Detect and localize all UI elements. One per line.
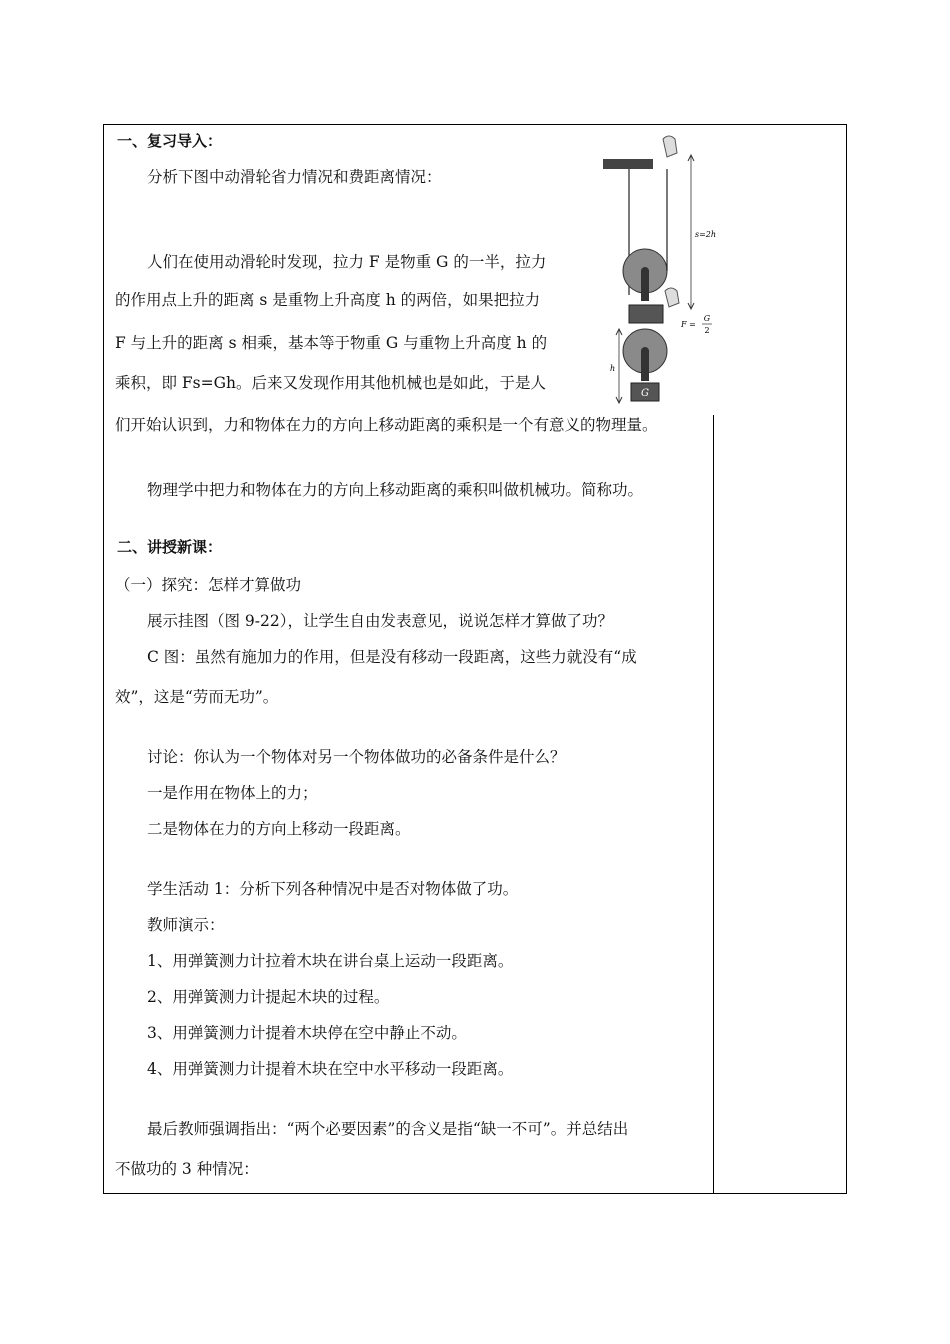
force-label: F = [681, 320, 696, 329]
demo-item: 2、用弹簧测力计提起木块的过程。 [147, 988, 390, 1006]
weight-label: G [641, 388, 649, 399]
h-label: h [610, 364, 616, 373]
discussion-question: 讨论：你认为一个物体对另一个物体做功的必备条件是什么？ [147, 748, 566, 766]
definition-paragraph: 物理学中把力和物体在力的方向上移动距离的乘积叫做机械功。简称功。 [147, 481, 644, 499]
text-line: 展示挂图（图 9-22），让学生自由发表意见，说说怎样才算做了功？ [147, 612, 614, 630]
fraction-denominator: 2 [704, 326, 710, 335]
demo-item: 1、用弹簧测力计拉着木块在讲台桌上运动一段距离。 [147, 952, 514, 970]
text-line: C 图：虽然有施加力的作用，但是没有移动一段距离，这些力就没有“成 [147, 648, 637, 666]
summary-line: 最后教师强调指出：“两个必要因素”的含义是指“缺一不可”。并总结出 [147, 1120, 629, 1138]
condition-one: 一是作用在物体上的力； [147, 784, 318, 802]
pulley-bracket [641, 351, 649, 381]
paragraph-line: F 与上升的距离 s 相乘，基本等于物重 G 与重物上升高度 h 的 [115, 334, 548, 352]
pulley-bracket [641, 271, 649, 301]
hand-top-icon [663, 136, 677, 157]
s-label: s=2h [695, 230, 717, 239]
hand-bottom-icon [665, 288, 679, 307]
summary-line: 不做功的 3 种情况： [115, 1160, 259, 1178]
lesson-table [103, 124, 847, 1194]
text-line: 效”，这是“劳而无功”。 [115, 688, 279, 706]
student-activity: 学生活动 1：分析下列各种情况中是否对物体做了功。 [147, 880, 519, 898]
main-content-cell [115, 125, 717, 1193]
paragraph-line: 的作用点上升的距离 s 是重物上升高度 h 的两倍，如果把拉力 [115, 291, 541, 309]
demo-item: 3、用弹簧测力计提着木块停在空中静止不动。 [147, 1024, 467, 1042]
section1-intro: 分析下图中动滑轮省力情况和费距离情况： [147, 168, 442, 186]
section2-heading: 二、讲授新课： [117, 538, 223, 556]
paragraph-line: 人们在使用动滑轮时发现，拉力 F 是物重 G 的一半，拉力 [147, 253, 547, 271]
middle-block [629, 305, 663, 323]
teacher-demo-label: 教师演示： [147, 916, 225, 934]
paragraph-line: 乘积，即 Fs=Gh。后来又发现作用其他机械也是如此，于是人 [115, 374, 546, 392]
paragraph-line: 们开始认识到，力和物体在力的方向上移动距离的乘积是一个有意义的物理量。 [115, 416, 658, 434]
subsection-title: （一）探究：怎样才算做功 [115, 576, 302, 594]
section1-heading: 一、复习导入： [117, 132, 223, 150]
pulley-diagram [599, 125, 723, 415]
demo-item: 4、用弹簧测力计提着木块在空中水平移动一段距离。 [147, 1060, 514, 1078]
condition-two: 二是物体在力的方向上移动一段距离。 [147, 820, 411, 838]
fraction-numerator: G [703, 314, 711, 323]
ceiling-beam [603, 159, 653, 169]
pulley-figure [599, 125, 723, 415]
